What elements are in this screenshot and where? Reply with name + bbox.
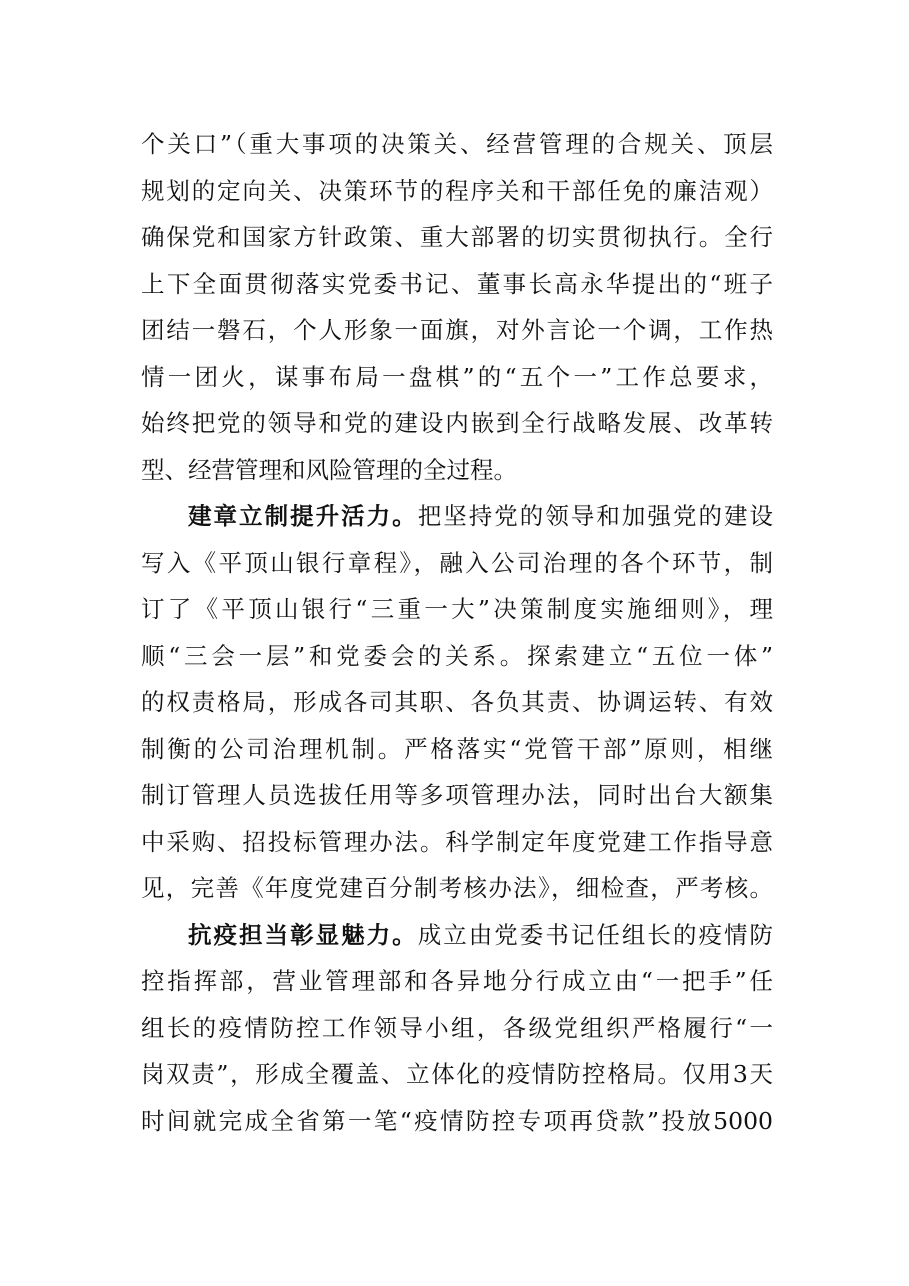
text-line: 始终把党的领导和党的建设内嵌到全行战略发展、改革转 [141, 409, 773, 437]
text-line: 岗双责”，形成全覆盖、立体化的疫情防控格局。仅用3天 [141, 1060, 773, 1088]
text-line: 个关口”（重大事项的决策关、经营管理的合规关、顶层 [141, 130, 773, 158]
paragraph-first-line-text: 把坚持党的领导和加强党的建设 [417, 502, 774, 530]
text-line: 确保党和国家方针政策、重大部署的切实贯彻执行。全行 [141, 223, 773, 251]
paragraph-1 [141, 121, 773, 493]
text-line: 见，完善《年度党建百分制考核办法》，细检查，严考核。 [141, 874, 773, 902]
text-line: 制订管理人员选拔任用等多项管理办法，同时出台大额集 [141, 781, 773, 809]
paragraph-heading: 建章立制提升活力。 [188, 502, 418, 530]
paragraph-first-line [141, 493, 773, 540]
paragraph-3 [141, 912, 773, 1145]
text-line: 制衡的公司治理机制。严格落实“党管干部”原则，相继 [141, 734, 773, 763]
paragraph-2 [141, 493, 773, 912]
text-line: 订了《平顶山银行“三重一大”决策制度实施细则》，理 [141, 595, 773, 623]
text-line: 控指挥部，营业管理部和各异地分行成立由“一把手”任 [141, 967, 773, 995]
text-line: 组长的疫情防控工作领导小组，各级党组织严格履行“一 [141, 1013, 773, 1042]
paragraph-first-line [141, 912, 773, 959]
text-line: 的权责格局，形成各司其职、各负其责、协调运转、有效 [141, 688, 773, 716]
text-line: 顺“三会一层”和党委会的关系。探索建立“五位一体” [141, 641, 773, 670]
paragraph-first-line-text: 成立由党委书记任组长的疫情防 [417, 920, 774, 949]
document-body [141, 121, 773, 1144]
text-line: 团结一磐石，个人形象一面旗，对外言论一个调，工作热 [141, 316, 773, 344]
text-line: 规划的定向关、决策环节的程序关和干部任免的廉洁观） [141, 176, 773, 205]
paragraph-heading: 抗疫担当彰显魅力。 [188, 920, 418, 949]
text-line: 写入《平顶山银行章程》，融入公司治理的各个环节，制 [141, 548, 773, 577]
text-line: 型、经营管理和风险管理的全过程。 [141, 455, 517, 484]
text-line: 情一团火，谋事布局一盘棋”的“五个一”工作总要求， [141, 362, 773, 391]
text-line: 上下全面贯彻落实党委书记、董事长高永华提出的“班子 [141, 269, 773, 298]
text-line: 中采购、招投标管理办法。科学制定年度党建工作指导意 [141, 827, 773, 856]
text-line: 时间就完成全省第一笔“疫情防控专项再贷款”投放5000 [141, 1106, 773, 1135]
